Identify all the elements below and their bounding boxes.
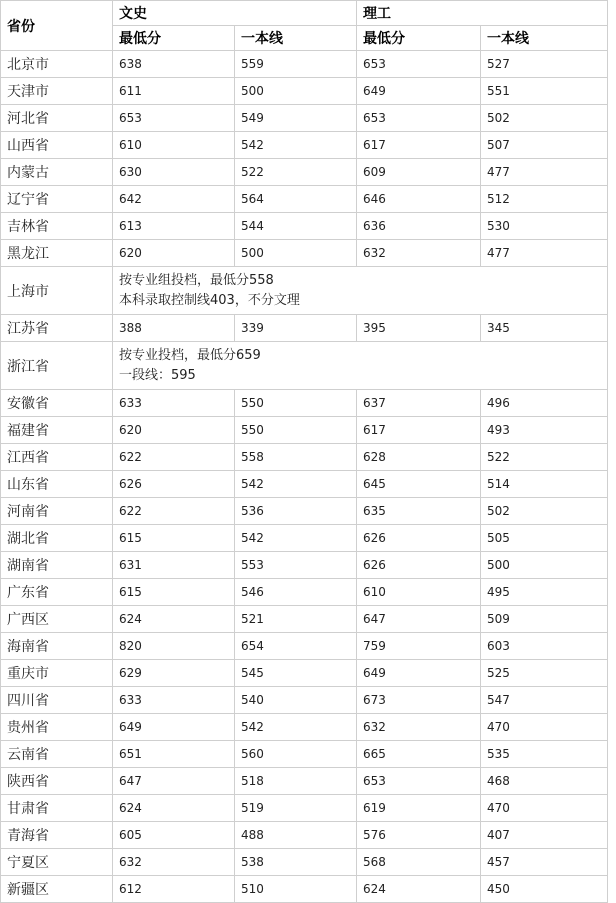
table-row <box>1 267 608 315</box>
arts-first-line-cell: 542 <box>235 525 357 552</box>
province-cell: 江苏省 <box>1 315 113 342</box>
province-cell: 内蒙古 <box>1 159 113 186</box>
province-cell: 四川省 <box>1 687 113 714</box>
sci-min-score-cell: 632 <box>357 714 481 741</box>
sci-min-score-cell: 635 <box>357 498 481 525</box>
province-cell: 海南省 <box>1 633 113 660</box>
sci-min-score-cell: 636 <box>357 213 481 240</box>
arts-first-line-cell: 500 <box>235 78 357 105</box>
sci-min-score-cell: 653 <box>357 105 481 132</box>
sci-min-score-cell: 617 <box>357 417 481 444</box>
arts-first-line-cell: 542 <box>235 471 357 498</box>
province-cell: 湖北省 <box>1 525 113 552</box>
header-sci-min-score: 最低分 <box>357 26 481 51</box>
arts-min-score-cell: 633 <box>113 687 235 714</box>
arts-min-score-cell: 630 <box>113 159 235 186</box>
table-row <box>1 159 608 186</box>
sci-min-score-cell: 649 <box>357 78 481 105</box>
arts-min-score-cell: 624 <box>113 795 235 822</box>
sci-min-score-cell: 637 <box>357 390 481 417</box>
arts-first-line-cell: 546 <box>235 579 357 606</box>
header-group-arts: 文史 <box>113 1 357 26</box>
table-row <box>1 105 608 132</box>
table-row <box>1 714 608 741</box>
sci-min-score-cell: 649 <box>357 660 481 687</box>
header-arts-min-score: 最低分 <box>113 26 235 51</box>
sci-first-line-cell: 502 <box>481 498 608 525</box>
sci-first-line-cell: 493 <box>481 417 608 444</box>
arts-first-line-cell: 488 <box>235 822 357 849</box>
table-row <box>1 741 608 768</box>
header-sci-first-line: 一本线 <box>481 26 608 51</box>
arts-min-score-cell: 620 <box>113 240 235 267</box>
arts-min-score-cell: 605 <box>113 822 235 849</box>
province-cell: 江西省 <box>1 444 113 471</box>
table-row <box>1 240 608 267</box>
sci-first-line-cell: 551 <box>481 78 608 105</box>
sci-min-score-cell: 628 <box>357 444 481 471</box>
province-cell: 湖南省 <box>1 552 113 579</box>
province-cell: 福建省 <box>1 417 113 444</box>
arts-min-score-cell: 638 <box>113 51 235 78</box>
table-row <box>1 315 608 342</box>
province-cell: 河北省 <box>1 105 113 132</box>
province-cell: 黑龙江 <box>1 240 113 267</box>
table-body <box>1 51 608 903</box>
sci-first-line-cell: 522 <box>481 444 608 471</box>
arts-min-score-cell: 622 <box>113 498 235 525</box>
province-cell: 青海省 <box>1 822 113 849</box>
arts-min-score-cell: 612 <box>113 876 235 903</box>
sci-first-line-cell: 527 <box>481 51 608 78</box>
table-row <box>1 342 608 390</box>
province-cell: 新疆区 <box>1 876 113 903</box>
province-cell: 河南省 <box>1 498 113 525</box>
sci-min-score-cell: 653 <box>357 51 481 78</box>
note-line-1: 按专业投档，最低分659 <box>119 347 261 363</box>
arts-first-line-cell: 542 <box>235 714 357 741</box>
header-arts-first-line: 一本线 <box>235 26 357 51</box>
table-row <box>1 633 608 660</box>
province-cell: 吉林省 <box>1 213 113 240</box>
arts-first-line-cell: 510 <box>235 876 357 903</box>
arts-first-line-cell: 339 <box>235 315 357 342</box>
sci-min-score-cell: 645 <box>357 471 481 498</box>
arts-first-line-cell: 564 <box>235 186 357 213</box>
province-cell: 重庆市 <box>1 660 113 687</box>
arts-first-line-cell: 544 <box>235 213 357 240</box>
sci-min-score-cell: 619 <box>357 795 481 822</box>
province-cell: 北京市 <box>1 51 113 78</box>
sci-first-line-cell: 470 <box>481 795 608 822</box>
province-cell: 浙江省 <box>1 342 113 390</box>
table-row <box>1 471 608 498</box>
table-row <box>1 579 608 606</box>
sci-first-line-cell: 603 <box>481 633 608 660</box>
note-cell <box>113 342 608 390</box>
table-row <box>1 417 608 444</box>
arts-first-line-cell: 558 <box>235 444 357 471</box>
sci-min-score-cell: 665 <box>357 741 481 768</box>
header-group-science: 理工 <box>357 1 608 26</box>
sci-first-line-cell: 505 <box>481 525 608 552</box>
arts-first-line-cell: 549 <box>235 105 357 132</box>
arts-min-score-cell: 615 <box>113 579 235 606</box>
sci-first-line-cell: 507 <box>481 132 608 159</box>
sci-first-line-cell: 345 <box>481 315 608 342</box>
header-row-groups <box>1 1 608 26</box>
sci-first-line-cell: 477 <box>481 159 608 186</box>
arts-min-score-cell: 624 <box>113 606 235 633</box>
arts-first-line-cell: 521 <box>235 606 357 633</box>
arts-min-score-cell: 626 <box>113 471 235 498</box>
table-row <box>1 213 608 240</box>
province-cell: 广东省 <box>1 579 113 606</box>
sci-min-score-cell: 624 <box>357 876 481 903</box>
arts-min-score-cell: 633 <box>113 390 235 417</box>
sci-first-line-cell: 509 <box>481 606 608 633</box>
note-line-2: 本科录取控制线403，不分文理 <box>119 292 300 308</box>
sci-first-line-cell: 525 <box>481 660 608 687</box>
province-cell: 山东省 <box>1 471 113 498</box>
table-row <box>1 444 608 471</box>
sci-min-score-cell: 647 <box>357 606 481 633</box>
note-cell <box>113 267 608 315</box>
table-row <box>1 687 608 714</box>
arts-min-score-cell: 647 <box>113 768 235 795</box>
province-cell: 贵州省 <box>1 714 113 741</box>
sci-min-score-cell: 576 <box>357 822 481 849</box>
province-cell: 安徽省 <box>1 390 113 417</box>
sci-min-score-cell: 646 <box>357 186 481 213</box>
province-cell: 甘肃省 <box>1 795 113 822</box>
arts-min-score-cell: 622 <box>113 444 235 471</box>
arts-min-score-cell: 629 <box>113 660 235 687</box>
table-row <box>1 606 608 633</box>
province-cell: 宁夏区 <box>1 849 113 876</box>
sci-first-line-cell: 535 <box>481 741 608 768</box>
arts-min-score-cell: 653 <box>113 105 235 132</box>
arts-first-line-cell: 518 <box>235 768 357 795</box>
arts-min-score-cell: 820 <box>113 633 235 660</box>
arts-min-score-cell: 620 <box>113 417 235 444</box>
arts-first-line-cell: 500 <box>235 240 357 267</box>
province-cell: 上海市 <box>1 267 113 315</box>
arts-first-line-cell: 522 <box>235 159 357 186</box>
table-row <box>1 660 608 687</box>
sci-first-line-cell: 470 <box>481 714 608 741</box>
arts-first-line-cell: 559 <box>235 51 357 78</box>
arts-min-score-cell: 642 <box>113 186 235 213</box>
header-province: 省份 <box>1 1 113 51</box>
sci-min-score-cell: 626 <box>357 525 481 552</box>
table-row <box>1 768 608 795</box>
note-line-2: 一段线：595 <box>119 367 196 383</box>
sci-min-score-cell: 673 <box>357 687 481 714</box>
arts-first-line-cell: 536 <box>235 498 357 525</box>
arts-min-score-cell: 615 <box>113 525 235 552</box>
sci-first-line-cell: 530 <box>481 213 608 240</box>
arts-min-score-cell: 631 <box>113 552 235 579</box>
arts-min-score-cell: 388 <box>113 315 235 342</box>
arts-min-score-cell: 651 <box>113 741 235 768</box>
arts-first-line-cell: 538 <box>235 849 357 876</box>
province-cell: 云南省 <box>1 741 113 768</box>
sci-min-score-cell: 609 <box>357 159 481 186</box>
table-row <box>1 822 608 849</box>
table-row <box>1 552 608 579</box>
arts-first-line-cell: 542 <box>235 132 357 159</box>
sci-min-score-cell: 626 <box>357 552 481 579</box>
sci-min-score-cell: 568 <box>357 849 481 876</box>
table-row <box>1 390 608 417</box>
sci-first-line-cell: 457 <box>481 849 608 876</box>
arts-min-score-cell: 611 <box>113 78 235 105</box>
arts-first-line-cell: 540 <box>235 687 357 714</box>
sci-min-score-cell: 653 <box>357 768 481 795</box>
arts-first-line-cell: 654 <box>235 633 357 660</box>
table-row <box>1 876 608 903</box>
arts-first-line-cell: 553 <box>235 552 357 579</box>
arts-min-score-cell: 632 <box>113 849 235 876</box>
sci-first-line-cell: 477 <box>481 240 608 267</box>
province-cell: 陕西省 <box>1 768 113 795</box>
arts-first-line-cell: 550 <box>235 417 357 444</box>
sci-min-score-cell: 395 <box>357 315 481 342</box>
table-row <box>1 51 608 78</box>
sci-first-line-cell: 512 <box>481 186 608 213</box>
sci-min-score-cell: 610 <box>357 579 481 606</box>
sci-first-line-cell: 407 <box>481 822 608 849</box>
sci-min-score-cell: 617 <box>357 132 481 159</box>
arts-min-score-cell: 610 <box>113 132 235 159</box>
sci-first-line-cell: 495 <box>481 579 608 606</box>
arts-first-line-cell: 519 <box>235 795 357 822</box>
table-row <box>1 525 608 552</box>
sci-first-line-cell: 500 <box>481 552 608 579</box>
table-row <box>1 795 608 822</box>
province-cell: 山西省 <box>1 132 113 159</box>
table-row <box>1 132 608 159</box>
table-row <box>1 186 608 213</box>
arts-first-line-cell: 550 <box>235 390 357 417</box>
sci-first-line-cell: 468 <box>481 768 608 795</box>
table-row <box>1 849 608 876</box>
table-row <box>1 498 608 525</box>
table-row <box>1 78 608 105</box>
province-cell: 广西区 <box>1 606 113 633</box>
province-cell: 辽宁省 <box>1 186 113 213</box>
sci-min-score-cell: 632 <box>357 240 481 267</box>
sci-first-line-cell: 502 <box>481 105 608 132</box>
arts-first-line-cell: 545 <box>235 660 357 687</box>
sci-first-line-cell: 496 <box>481 390 608 417</box>
sci-first-line-cell: 450 <box>481 876 608 903</box>
sci-min-score-cell: 759 <box>357 633 481 660</box>
arts-first-line-cell: 560 <box>235 741 357 768</box>
sci-first-line-cell: 514 <box>481 471 608 498</box>
arts-min-score-cell: 613 <box>113 213 235 240</box>
sci-first-line-cell: 547 <box>481 687 608 714</box>
note-line-1: 按专业组投档，最低分558 <box>119 272 274 288</box>
province-cell: 天津市 <box>1 78 113 105</box>
arts-min-score-cell: 649 <box>113 714 235 741</box>
